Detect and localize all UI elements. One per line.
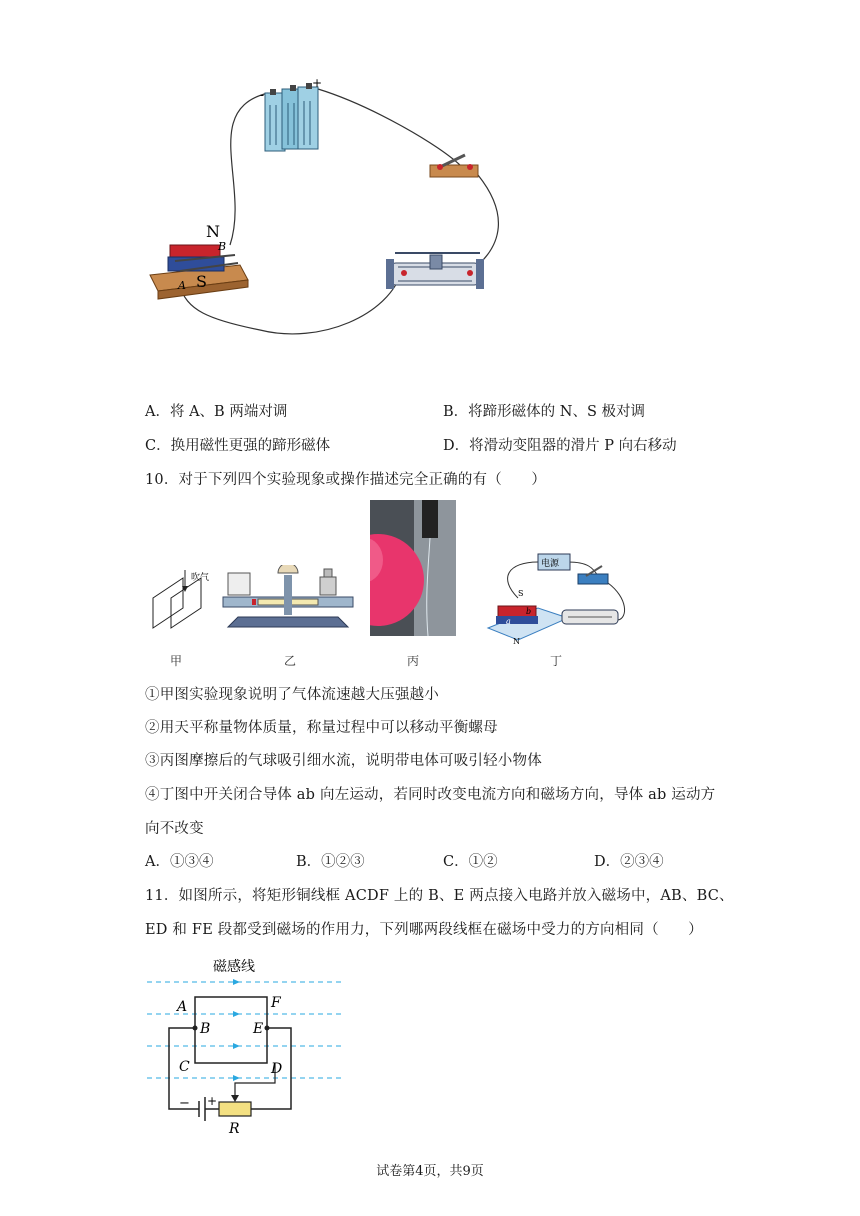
page-footer: 试卷第4页，共9页 [376,1164,484,1179]
q11-stem-line2: ED 和 FE 段都受到磁场的作用力，下列哪两段线框在磁场中受力的方向相同（ ） [145,922,703,938]
magnetic-field-lines-label: 磁感线 [213,959,255,975]
q10-fig-ding-circuit [478,548,628,648]
q10-option-d[interactable]: D．②③④ [594,854,664,870]
rheostat-icon [386,253,484,289]
switch-icon [430,155,478,177]
magnet-n-label: N [206,222,220,241]
battery-plus-label: + [207,1094,218,1108]
q10-fig-jia [145,568,215,633]
label-e: E [253,1021,264,1037]
label-a: A [177,999,188,1015]
q11-figure [145,955,355,1140]
label-r: R [229,1121,240,1137]
q9-option-d[interactable]: D．将滑动变阻器的滑片 P 向右移动 [443,438,677,454]
label-f: F [271,995,281,1011]
q10-statement-3: ③丙图摩擦后的气球吸引细水流，说明带电体可吸引轻小物体 [145,753,542,769]
label-c: C [179,1059,190,1075]
ding-b-label: b [526,607,532,616]
q10-option-a[interactable]: A．①③④ [145,854,214,870]
q10-option-b[interactable]: B．①②③ [296,854,365,870]
ding-n-label: N [513,637,520,646]
ding-a-label: a [506,617,511,626]
caption-bing: 丙 [407,654,420,668]
caption-jia: 甲 [170,654,183,668]
q10-statement-4: ④丁图中开关闭合导体 ab 向左运动，若同时改变电流方向和磁场方向，导体 ab 运动方 [145,787,716,803]
q10-statement-1: ①甲图实验现象说明了气体流速越大压强越小 [145,687,439,703]
rod-b-label: B [218,240,227,253]
magnet-s-label: S [196,272,207,291]
q11-stem-line1: 11．如图所示，将矩形铜线框 ACDF 上的 B、E 两点接入电路并放入磁场中，AB、BC、 [145,888,734,904]
q10-fig-yi-balance [218,565,358,635]
label-b: B [200,1021,211,1037]
q10-option-c[interactable]: C．①② [443,854,498,870]
ding-s-label: S [518,589,524,598]
blow-label: 吹气 [191,573,210,583]
q9-circuit-figure [140,75,500,350]
battery-minus-label: − [179,1096,190,1111]
battery-plus-label: + [312,76,323,90]
caption-yi: 乙 [284,654,297,668]
q9-option-b[interactable]: B．将蹄形磁体的 N、S 极对调 [443,404,645,420]
label-d: D [271,1061,283,1077]
caption-ding: 丁 [550,654,563,668]
rod-a-label: A [178,279,186,292]
q9-option-c[interactable]: C．换用磁性更强的蹄形磁体 [145,438,331,454]
power-source-label: 电源 [541,559,560,569]
q10-fig-bing-photo [370,500,456,636]
battery-minus-label: - [260,88,265,102]
q10-statement-2: ②用天平称量物体质量，称量过程中可以移动平衡螺母 [145,720,498,736]
q9-option-a[interactable]: A．将 A、B 两端对调 [145,404,288,420]
q10-statement-4-cont: 向不改变 [145,821,204,837]
battery-icon [265,83,318,151]
q10-stem: 10．对于下列四个实验现象或操作描述完全正确的有（ ） [145,472,547,488]
